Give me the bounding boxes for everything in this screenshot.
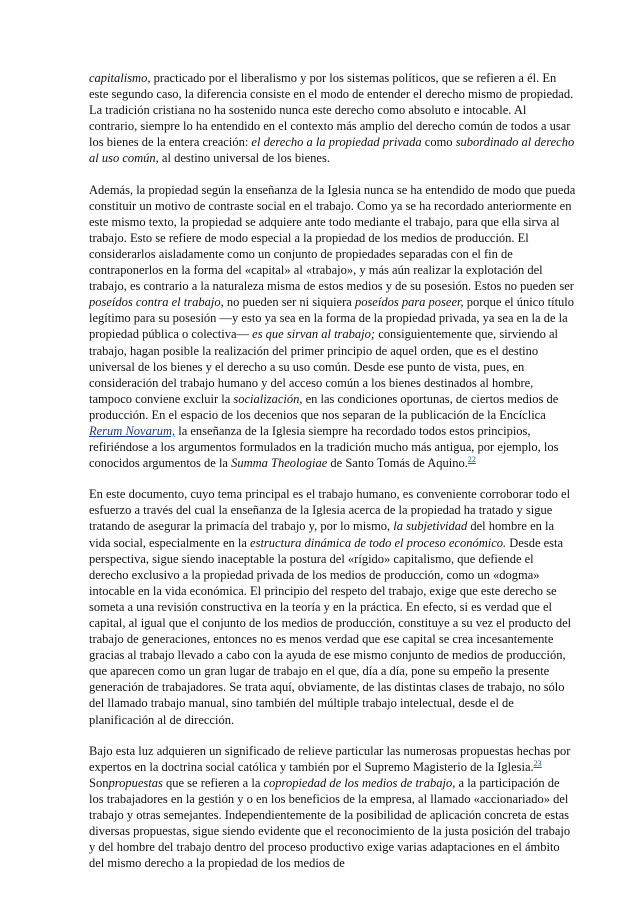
paragraph-text: Además, la propiedad según la enseñanza de la Iglesia nunca se ha entendido de modo que pueda constituir un motivo de contraste social en el trabajo. Como ya se ha recordado anteriormente en este mismo texto, la propiedad se adquiere ante todo mediante el trabajo, para que ella sirva al trabajo. Esto se refiere de modo especial a la propiedad de los medios de producción. El considerarlos aisladamente como un conjunto de propiedades separadas con el fin de contraponerlos en la forma del «capital» al «trabajo», y más aún realizar la explotación del trabajo, es contrario a la naturaleza misma de estos medios y de su posesión. Estos no pueden ser [89, 182, 576, 294]
italic-emphasis-text: copropiedad de los medios de trabajo, [263, 775, 456, 790]
body-paragraph [89, 182, 576, 472]
paragraph-text: la enseñanza de la Iglesia siempre ha recordado todos estos principios, refiriéndose a los argumentos formulados en la tradición mucho más antigua, por ejemplo, los conocidos argumentos de la [89, 423, 559, 471]
paragraph-text: porque el único título legítimo para su posesión —y esto ya sea en la forma de la propiedad privada, ya sea en la de la propiedad pública o colectiva— [89, 295, 575, 342]
paragraph-text: Desde esta perspectiva, sigue siendo inaceptable la postura del «rígido» capitalismo, que defiende el derecho exclusivo a la propiedad privada de los medios de producción, como un «dogma» intocable en la vida económica. El principio del respeto del trabajo, exige que este derecho se someta a una revisión constructiva en la teoría y en la práctica. En efecto, si es verdad que el capital, al igual que el conjunto de los medios de producción, constituye a su vez el producto del trabajo de generaciones, entonces no es menos verdad que ese capital se crea incesantemente gracias al trabajo llevado a cabo con la ayuda de ese mismo conjunto de medios de producción, que aparecen como un gran lugar de trabajo en el que, día a día, pone su empeño la presente generación de trabajadores. Se trata aquí, obviamente, de las distintas clases de trabajo, no sólo del llamado trabajo manual, sino también del múltiple trabajo intelectual, desde el de planificación al de dirección. [89, 535, 572, 727]
paragraph-text: En este documento, cuyo tema principal es el trabajo humano, es conveniente corroborar todo el esfuerzo a través del cual la enseñanza de la Iglesia acerca de la propiedad ha tratado y sigue tratando de asegurar la primacía del trabajo y, por lo mismo, [89, 487, 571, 534]
paragraph-text: no pueden ser ni siquiera [223, 295, 355, 310]
paragraph-text: consiguientemente que, sirviendo al trabajo, hagan posible la realización del primer principio de aquel orden, que es el destino universal de los bienes y el derecho a su uso común. Desde ese punto de vista, pues, en consideración del trabajo humano y del acceso común a los bienes destinados al hombre, tampoco conviene excluir la [89, 327, 558, 406]
paragraph-text: del hombre en la vida social, especialmente en la [89, 519, 555, 550]
body-paragraph [89, 70, 576, 167]
paragraph-text: como [421, 135, 456, 150]
italic-emphasis-text: subordinado al derecho al uso común, [89, 135, 575, 166]
italic-emphasis-text: propuestas [108, 775, 163, 790]
paragraph-text: en las condiciones oportunas, de ciertos medios de producción. En el espacio de los decenios que nos separan de la publicación de la Encíclica [89, 391, 559, 422]
italic-emphasis-text: socialización, [233, 391, 303, 406]
document-page [89, 70, 576, 886]
paragraph-text: Bajo esta luz adquieren un significado de relieve particular las numerosas propuestas hechas por expertos en la doctrina social católica y también por el Supremo Magisterio de la Iglesia. [89, 743, 571, 774]
italic-emphasis-text: la subjetividad [393, 519, 468, 534]
italic-emphasis-text: es que sirvan al trabajo; [252, 327, 376, 342]
paragraph-text: Son [89, 775, 109, 790]
italic-emphasis-text: poseídos contra el trabajo, [89, 295, 224, 310]
italic-emphasis-text: Summa Theologiae [231, 456, 328, 471]
italic-emphasis-text: poseídos para poseer, [354, 295, 464, 310]
paragraph-text: de Santo Tomás de Aquino. [327, 456, 468, 471]
italic-emphasis-text: el derecho a la propiedad privada [251, 135, 422, 150]
footnote-reference-link[interactable]: 23 [533, 758, 542, 768]
body-paragraph [89, 486, 576, 727]
encyclical-title-link[interactable]: Rerum Novarum, [89, 423, 176, 438]
italic-emphasis-text: estructura dinámica de todo el proceso económico. [250, 535, 507, 550]
paragraph-text: que se refieren a la [162, 775, 264, 790]
footnote-reference-link[interactable]: 22 [467, 455, 476, 464]
paragraph-text: practicado por el liberalismo y por los sistemas políticos, que se refieren a él. En este segundo caso, la diferencia consiste en el modo de entender el derecho mismo de propiedad. La tradición cristiana no ha sostenido nunca este derecho como absoluto e intocable. Al contrario, siempre lo ha entendido en el contexto más amplio del derecho común de todos a usar los bienes de la entera creación: [89, 71, 574, 150]
paragraph-text: a la participación de los trabajadores en la gestión y o en los beneficios de la empresa, al llamado «accionariado» del trabajo y otras semejantes. Independientemente de la posibilidad de aplicación concreta de estas diversas propuestas, sigue siendo evidente que el reconocimiento de la justa posición del trabajo y del hombre del trabajo dentro del proceso productivo exige varias adaptaciones en el ámbito del mismo derecho a la propiedad de los medios de [89, 775, 571, 871]
body-paragraph [89, 743, 576, 872]
paragraph-text: al destino universal de los bienes. [158, 151, 330, 166]
italic-emphasis-text: capitalismo, [89, 71, 151, 85]
